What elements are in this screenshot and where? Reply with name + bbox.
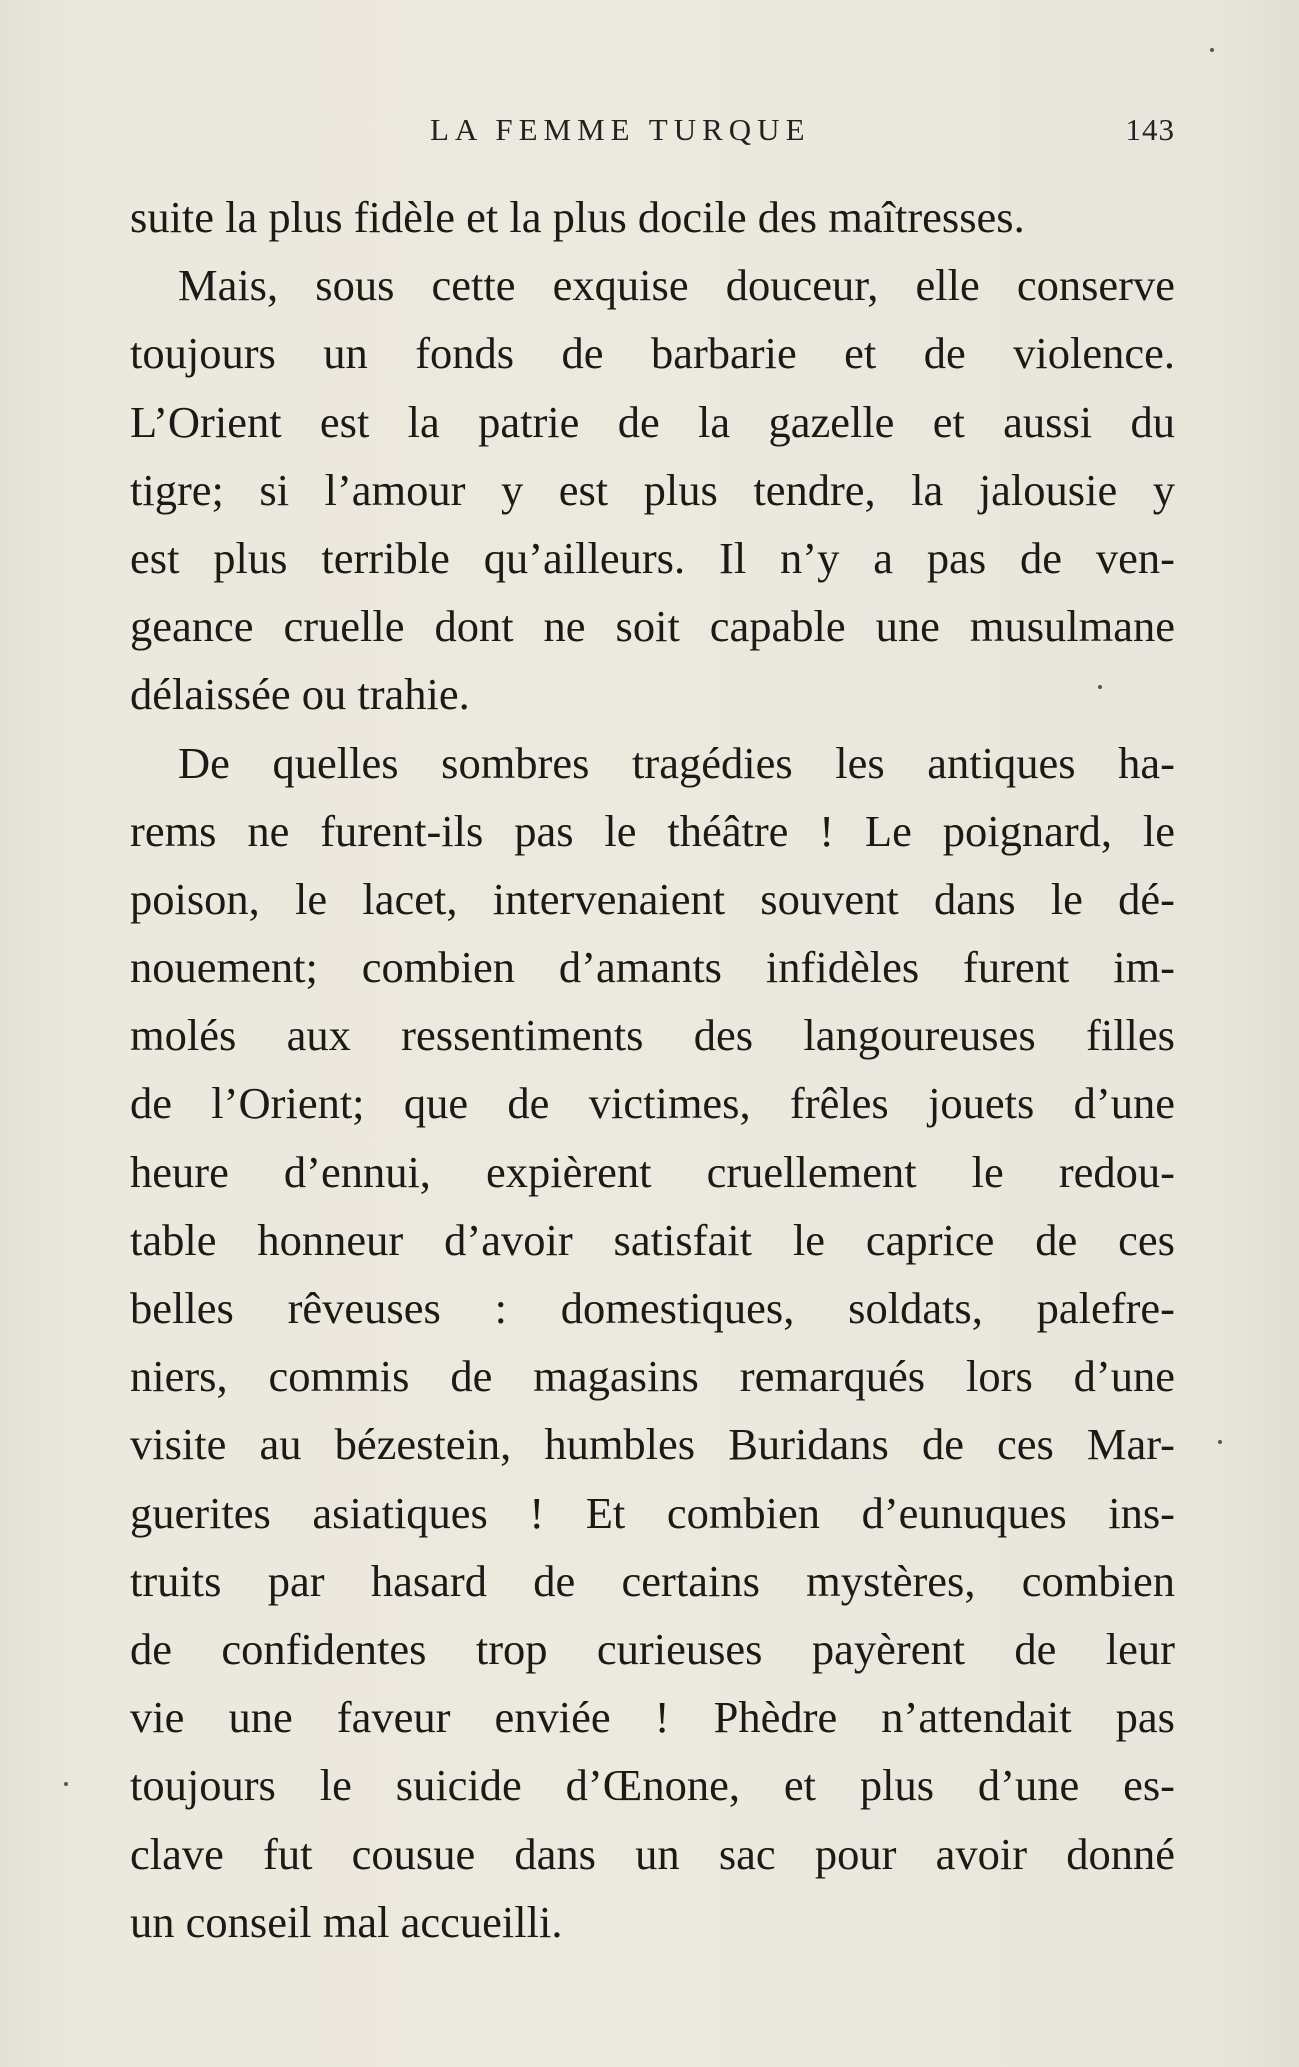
text-line: belles rêveuses : domestiques, soldats, palefre- — [130, 1283, 1175, 1333]
ink-speck — [64, 1782, 68, 1786]
text-line: Mais, sous cette exquise douceur, elle conserve — [178, 260, 1175, 311]
text-line: visite au bézestein, humbles Buridans de ces Mar- — [130, 1419, 1175, 1470]
paragraph — [130, 729, 1175, 1956]
text-line: un conseil mal accueilli. — [130, 1896, 563, 1947]
text-line: L’Orient est la patrie de la gazelle et aussi du — [130, 396, 1175, 447]
text-line: toujours le suicide d’Œnone, et plus d’une es- — [130, 1760, 1175, 1811]
text-line: de l’Orient; que de victimes, frêles jouets d’une — [130, 1078, 1175, 1129]
ink-speck — [1218, 1440, 1222, 1444]
page-header — [130, 112, 1175, 152]
page-number: 143 — [1125, 112, 1175, 147]
paragraph — [130, 251, 1175, 728]
text-line: De quelles sombres tragédies les antiques ha- — [178, 737, 1175, 788]
text-line: délaissée ou trahie. — [130, 669, 470, 720]
ink-speck — [1098, 685, 1102, 689]
text-line: heure d’ennui, expièrent cruellement le redou- — [130, 1146, 1175, 1197]
text-line: tigre; si l’amour y est plus tendre, la jalousie y — [130, 464, 1175, 515]
ink-speck — [1210, 48, 1214, 52]
text-line: poison, le lacet, intervenaient souvent dans le dé- — [130, 873, 1175, 924]
text-line: rems ne furent-ils pas le théâtre ! Le poignard, le — [130, 805, 1175, 856]
body-text — [130, 183, 1175, 1956]
text-line: truits par hasard de certains mystères, combien — [130, 1555, 1175, 1606]
paragraph — [130, 183, 1175, 251]
text-line: clave fut cousue dans un sac pour avoir donné — [130, 1828, 1175, 1879]
text-line: toujours un fonds de barbarie et de violence. — [130, 328, 1175, 379]
text-line: suite la plus fidèle et la plus docile des maîtresses. — [130, 192, 1025, 242]
text-line: est plus terrible qu’ailleurs. Il n’y a pas de ven- — [130, 532, 1175, 583]
text-line: guerites asiatiques ! Et combien d’eunuques ins- — [130, 1487, 1175, 1538]
text-line: de confidentes trop curieuses payèrent de leur — [130, 1623, 1175, 1674]
running-title: LA FEMME TURQUE — [430, 112, 811, 147]
text-line: niers, commis de magasins remarqués lors d’une — [130, 1351, 1175, 1402]
text-line: geance cruelle dont ne soit capable une musulmane — [130, 601, 1175, 652]
text-line: molés aux ressentiments des langoureuses filles — [130, 1010, 1175, 1061]
text-line: vie une faveur enviée ! Phèdre n’attendait pas — [130, 1692, 1175, 1743]
text-line: table honneur d’avoir satisfait le caprice de ces — [130, 1214, 1175, 1265]
text-line: nouement; combien d’amants infidèles furent im- — [130, 942, 1175, 993]
